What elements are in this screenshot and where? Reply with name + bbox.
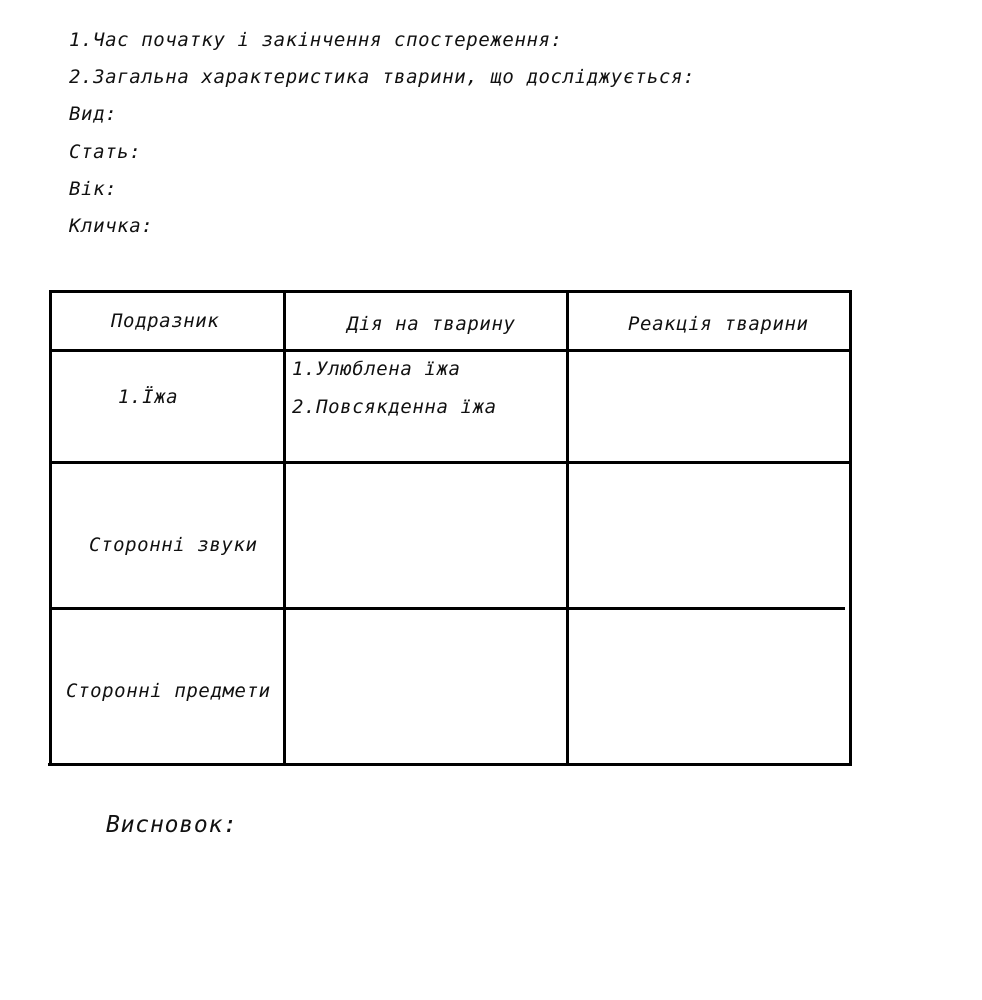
table-header-stimulus: Подразник xyxy=(111,310,220,332)
table-cell-stimulus: 1.Їжа xyxy=(118,386,179,408)
table-cell-stimulus: Сторонні звуки xyxy=(89,534,258,556)
age-label: Вік: xyxy=(69,178,118,200)
table-border-left xyxy=(49,290,52,766)
observation-time-label: 1.Час початку і закінчення спостереження: xyxy=(69,29,563,51)
animal-characteristics-label: 2.Загальна характеристика тварини, що досліджується: xyxy=(69,66,696,88)
table-cell-action: 1.Улюблена їжа xyxy=(292,358,461,380)
species-label: Вид: xyxy=(69,103,118,125)
sex-label: Стать: xyxy=(69,141,142,163)
nickname-label: Кличка: xyxy=(69,215,154,237)
conclusion-label: Висновок: xyxy=(106,812,238,838)
table-header-action: Дія на тварину xyxy=(347,313,516,335)
table-border-right xyxy=(849,290,852,766)
table-column-divider xyxy=(566,290,569,766)
table-cell-action: 2.Повсякденна їжа xyxy=(292,396,497,418)
table-row-divider xyxy=(49,461,852,464)
table-header-divider xyxy=(49,349,852,352)
table-cell-stimulus: Сторонні предмети xyxy=(66,680,271,702)
table-column-divider xyxy=(283,290,286,766)
table-row-divider xyxy=(49,607,845,610)
table-border-bottom xyxy=(48,763,852,766)
table-border-top xyxy=(49,290,852,293)
table-header-reaction: Реакція тварини xyxy=(628,313,809,335)
